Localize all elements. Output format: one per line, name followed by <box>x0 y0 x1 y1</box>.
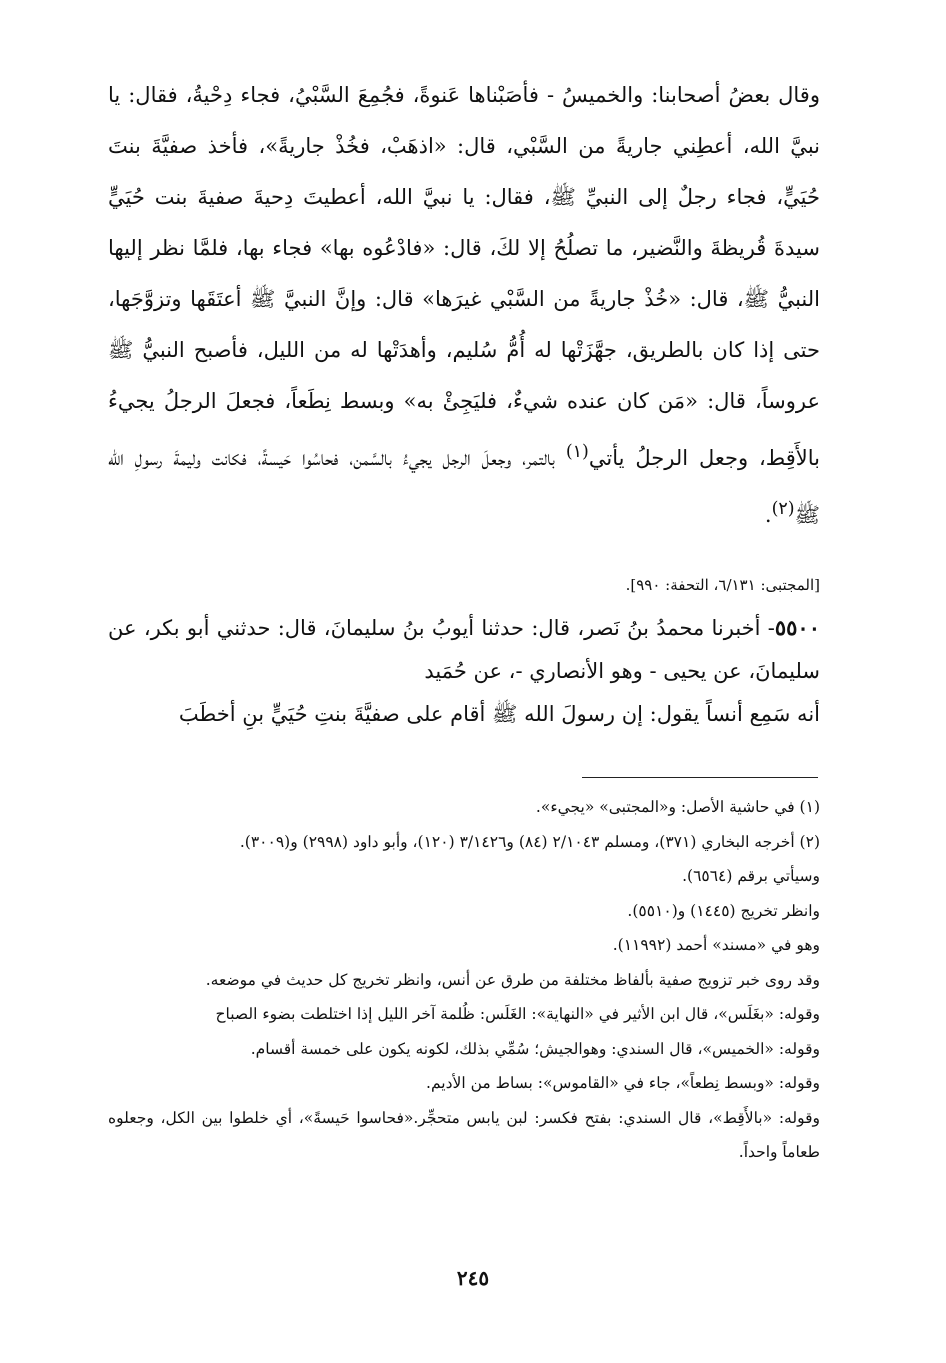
hadith-line <box>108 693 820 736</box>
footnote: وقوله: «بالأَقِط»، قال السندي: بفتح فكسر: لبن يابس متحجِّر.«فحاسوا حَيسةً»، أي خلطوا بين الكل، وجعلوه طعاماً واحداً. <box>108 1108 820 1161</box>
main-text-part-2: بالتمر، وجعلَ الرجل يجيءُ بالسَّمن، فحاسُوا حَيسةً، فكانت وليمةَ رسولِ الله ﷺ <box>108 446 820 527</box>
main-text-part-1: وقال بعضُ أصحابنا: والخميسُ - فأصَبْناها عَنوةً، فجُمِعَ السَّبْيُ، فجاء دِحْيةُ، فقال: يا نبيَّ الله، أعطِني جاريةً من السَّبْي، قال: «اذهَبْ، فخُذْ جاريةً»، فأخذ صفيَّةَ بنتَ حُيَيٍّ، فجاء رجلٌ إلى النبيِّ ﷺ، فقال: يا نبيَّ الله، أعطيتَ دِحيةَ صفيةَ بنت حُيَيٍّ سيدةَ قُريظةَ والنَّضير، ما تصلُحُ إلا لكَ، قال: «فادْعُوه بها» فجاء بها، فلمَّا نظر إليها النبيُّ ﷺ، قال: «خُذْ جاريةً من السَّبْي غيرَها» قال: وإنَّ النبيَّ ﷺ أعتَقَها وتزوَّجَها، حتى إذا كان بالطريق، جهَّزَتْها له أُمُّ سُليم، وأهدَتْها له من الليل، فأصبح النبيُّ ﷺ عروساً، قال: «مَن كان عنده شيءٌ، فليَجِئْ به» وبسط نِطَعاً، فجعلَ الرجلُ يجيءُ بالأَقِط، وجعل الرجلُ يأتي <box>108 83 820 470</box>
footnote-ref-2: (٢) <box>771 499 795 519</box>
footnotes <box>108 790 820 1170</box>
main-text-end: . <box>764 503 772 527</box>
footnote: وقوله: «الخميس»، قال السندي: وهوالجيش؛ سُمِّي بذلك، لكونه يكون على خمسة أقسام. <box>250 1039 820 1058</box>
footnote: وقوله: «وبسط نِطعاً»، جاء في «القاموس»: بساط من الأديم. <box>426 1074 820 1092</box>
footnote: (١) في حاشية الأصل: و«المجتبى» «يجيء». <box>535 798 820 816</box>
footnote: وهو في «مسند» أحمد (١١٩٩٢). <box>612 936 820 954</box>
footnote: وسيأتي برقم (٦٥٦٤). <box>682 867 820 885</box>
hadith-isnad: - أخبرنا محمدُ بنُ نَصر، قال: حدثنا أيوبُ بنُ سليمانَ، قال: حدثني أبو بكر، عن سليمانَ، عن يحيى - وهو الأنصاري -، عن حُمَيد <box>108 616 820 683</box>
main-paragraph <box>108 70 820 541</box>
source-reference: [المجتبى: ٦/١٣١، التحفة: ٩٩٠]. <box>625 576 820 594</box>
main-text <box>108 70 820 541</box>
hadith-number: ٥٥٠٠ <box>774 615 820 640</box>
footnote-ref-1: (١) <box>565 442 589 462</box>
footnote: وقوله: «بغَلَس»، قال ابن الأثير في «النهاية»: الغَلَس: ظُلمة آخر الليل إذا اختلطت بضوء الصباح <box>215 1005 820 1023</box>
footnote-separator <box>582 777 818 778</box>
footnote: (٢) أخرجه البخاري (٣٧١)، ومسلم ٢/١٠٤٣ (٨٤) و٣/١٤٢٦ (١٢٠)، وأبو داود (٢٩٩٨) و(٣٠٠٩). <box>239 832 820 851</box>
page-number: ٢٤٥ <box>456 1266 490 1290</box>
footnote: وانظر تخريج (١٤٤٥) و(٥٥١٠). <box>627 901 820 920</box>
footnote: وقد روى خبر تزويج صفية بألفاظ مختلفة من طرق عن أنس، وانظر تخريج كل حديث في موضعه. <box>205 970 820 989</box>
hadith-line <box>108 606 820 693</box>
hadith-block <box>108 606 820 736</box>
hadith-matn: أنه سَمِع أنساً يقول: إن رسولَ الله ﷺ أقام على صفيَّةَ بنتِ حُيَيٍّ بنِ أخطَبَ <box>178 702 820 726</box>
